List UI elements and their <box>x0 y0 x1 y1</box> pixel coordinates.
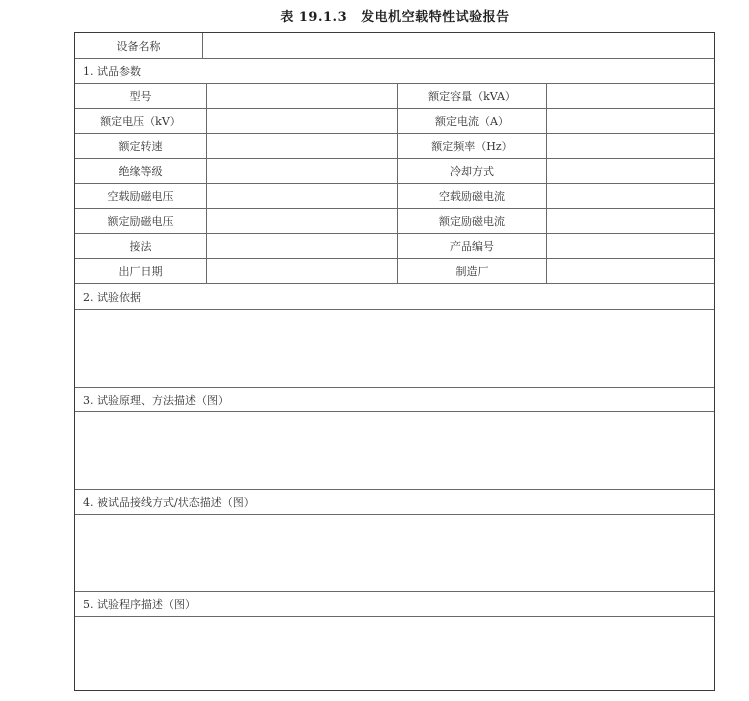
equipment-name-label: 设备名称 <box>75 33 203 58</box>
param-field-noload-excitation-current[interactable] <box>547 184 714 208</box>
param-field-insulation-class[interactable] <box>207 159 398 183</box>
param-field-rated-frequency[interactable] <box>547 134 714 158</box>
param-label-noload-excitation-voltage: 空载励磁电压 <box>75 184 207 208</box>
param-row <box>75 134 714 159</box>
param-field-rated-voltage[interactable] <box>207 109 398 133</box>
param-row <box>75 209 714 234</box>
param-field-model[interactable] <box>207 84 398 108</box>
section3-heading: 3. 试验原理、方法描述（图） <box>83 393 229 407</box>
param-row <box>75 259 714 284</box>
param-row <box>75 159 714 184</box>
param-label-rated-excitation-voltage: 额定励磁电压 <box>75 209 207 233</box>
param-label-rated-excitation-current: 额定励磁电流 <box>398 209 547 233</box>
section3-content-area[interactable] <box>75 412 714 490</box>
section2-header-row <box>75 284 714 310</box>
section4-heading: 4. 被试品接线方式/状态描述（图） <box>83 496 255 509</box>
section5-header-row <box>75 592 714 617</box>
report-title: 发电机空载特性试验报告 <box>361 10 510 25</box>
section4-header-row <box>75 490 714 515</box>
param-label-manufacturer: 制造厂 <box>398 259 547 283</box>
param-field-manufacture-date[interactable] <box>207 259 398 283</box>
param-field-rated-excitation-current[interactable] <box>547 209 714 233</box>
param-field-noload-excitation-voltage[interactable] <box>207 184 398 208</box>
param-row <box>75 234 714 259</box>
param-label-product-number: 产品编号 <box>398 234 547 258</box>
param-field-cooling-method[interactable] <box>547 159 714 183</box>
param-label-manufacture-date: 出厂日期 <box>75 259 207 283</box>
param-field-rated-excitation-voltage[interactable] <box>207 209 398 233</box>
param-row <box>75 109 714 134</box>
param-label-rated-voltage: 额定电压（kV） <box>75 109 207 133</box>
param-row <box>75 184 714 209</box>
section2-heading: 2. 试验依据 <box>83 290 141 304</box>
param-label-rated-frequency: 额定频率（Hz） <box>398 134 547 158</box>
param-label-rated-capacity: 额定容量（kVA） <box>398 84 547 108</box>
param-label-noload-excitation-current: 空载励磁电流 <box>398 184 547 208</box>
param-field-manufacturer[interactable] <box>547 259 714 283</box>
section5-content-area[interactable] <box>75 617 714 689</box>
param-field-connection[interactable] <box>207 234 398 258</box>
section3-header-row <box>75 388 714 412</box>
section5-heading: 5. 试验程序描述（图） <box>83 598 196 611</box>
param-label-rated-current: 额定电流（A） <box>398 109 547 133</box>
param-label-cooling-method: 冷却方式 <box>398 159 547 183</box>
param-label-insulation-class: 绝缘等级 <box>75 159 207 183</box>
param-label-connection: 接法 <box>75 234 207 258</box>
report-form <box>74 32 715 691</box>
param-field-product-number[interactable] <box>547 234 714 258</box>
section4-content-area[interactable] <box>75 515 714 592</box>
section2-content-area[interactable] <box>75 310 714 388</box>
param-row <box>75 84 714 109</box>
section1-header-row <box>75 59 714 84</box>
equipment-name-row <box>75 33 714 59</box>
param-field-rated-capacity[interactable] <box>547 84 714 108</box>
param-label-rated-speed: 额定转速 <box>75 134 207 158</box>
param-label-model: 型号 <box>75 84 207 108</box>
table-number: 表 19.1.3 <box>280 10 348 25</box>
document-title <box>0 6 749 25</box>
param-field-rated-speed[interactable] <box>207 134 398 158</box>
equipment-name-field[interactable] <box>203 33 714 58</box>
param-field-rated-current[interactable] <box>547 109 714 133</box>
section1-heading: 1. 试品参数 <box>83 65 141 78</box>
